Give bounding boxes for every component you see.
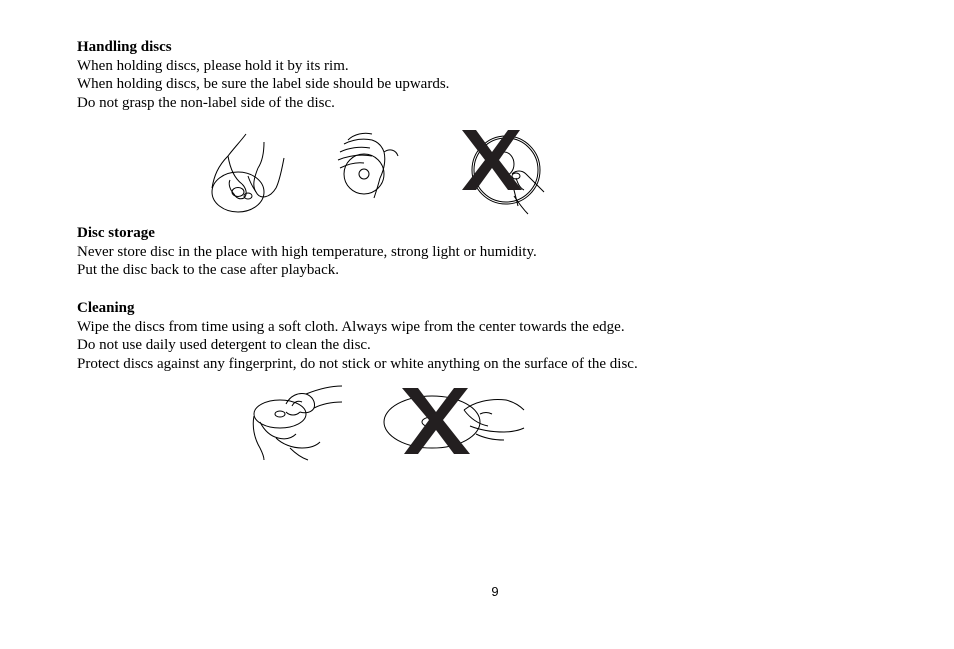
section-heading: Disc storage [77,225,155,241]
section-disc-storage [77,224,537,280]
text-line: When holding discs, be sure the label side should be upwards. [77,76,450,92]
text-line: Protect discs against any fingerprint, do not stick or white anything on the surface of the disc. [77,355,638,372]
text-line: Never store disc in the place with high temperature, strong light or humidity. [77,243,537,260]
section-handling-discs [77,38,449,112]
section-heading: Cleaning [77,300,135,316]
text-line: Do not use daily used detergent to clean the disc. [77,337,371,353]
wiping-disc-wrong-icon [380,384,526,458]
text-line: Do not grasp the non-label side of the disc. [77,94,335,111]
hand-grasping-disc-wrong-icon [456,126,548,218]
cloth-wiping-disc-icon [240,382,346,460]
text-line: Put the disc back to the case after playback. [77,262,339,278]
hand-holding-disc-label-up-icon [334,130,404,200]
hand-holding-disc-rim-icon [208,128,288,216]
text-line: Wipe the discs from time using a soft cloth. Always wipe from the center towards the edge. [77,318,625,335]
section-heading: Handling discs [77,39,172,55]
section-cleaning [77,299,638,373]
text-line: When holding discs, please hold it by its rim. [77,57,349,74]
page-number: 9 [491,584,499,599]
